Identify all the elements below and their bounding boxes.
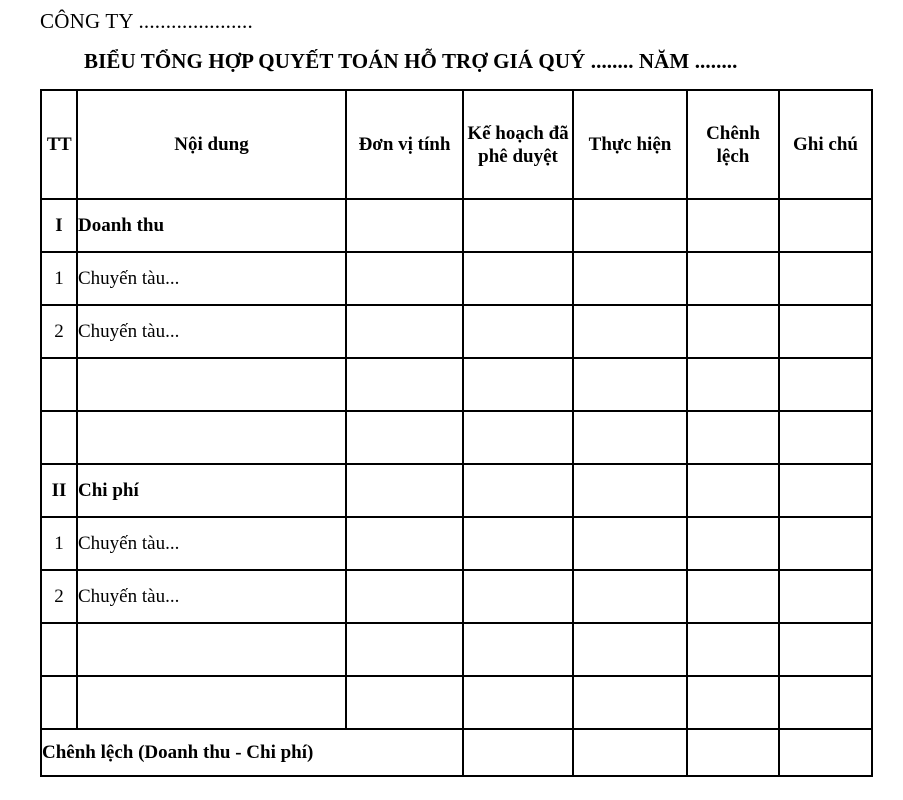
- summary-row: [41, 729, 872, 776]
- table-row: [41, 358, 872, 411]
- cell-ghi-chu[interactable]: [779, 676, 872, 729]
- cell-thuc-hien[interactable]: [573, 517, 687, 570]
- table-row: [41, 623, 872, 676]
- cell-ghi-chu[interactable]: [779, 358, 872, 411]
- cell-don-vi-tinh[interactable]: [346, 517, 463, 570]
- column-header-ke-hoach-da-phe-duyet: Kế hoạch đã phê duyệt: [463, 90, 573, 199]
- cell-chenh-lech[interactable]: [687, 676, 779, 729]
- cell-ghi-chu[interactable]: [779, 623, 872, 676]
- cell-don-vi-tinh[interactable]: [346, 252, 463, 305]
- cell-tt: [41, 411, 77, 464]
- cell-noi-dung: Chuyến tàu...: [77, 305, 346, 358]
- cell-don-vi-tinh[interactable]: [346, 676, 463, 729]
- report-table-container: [40, 89, 871, 777]
- summary-cell-ke-hoach-da-phe-duyet[interactable]: [463, 729, 573, 776]
- cell-ke-hoach-da-phe-duyet[interactable]: [463, 305, 573, 358]
- summary-label: Chênh lệch (Doanh thu - Chi phí): [41, 729, 463, 776]
- cell-don-vi-tinh[interactable]: [346, 358, 463, 411]
- company-name-line: CÔNG TY .....................: [40, 9, 253, 33]
- table-row: [41, 305, 872, 358]
- cell-noi-dung: Chi phí: [77, 464, 346, 517]
- cell-tt: 1: [41, 517, 77, 570]
- cell-don-vi-tinh[interactable]: [346, 305, 463, 358]
- cell-noi-dung: [77, 623, 346, 676]
- column-header-chenh-lech: Chênh lệch: [687, 90, 779, 199]
- cell-tt: [41, 358, 77, 411]
- cell-noi-dung: [77, 676, 346, 729]
- table-body: [41, 199, 872, 776]
- cell-thuc-hien[interactable]: [573, 358, 687, 411]
- cell-tt: [41, 623, 77, 676]
- cell-chenh-lech[interactable]: [687, 199, 779, 252]
- table-row: [41, 411, 872, 464]
- cell-thuc-hien[interactable]: [573, 464, 687, 517]
- cell-tt: 2: [41, 570, 77, 623]
- cell-thuc-hien[interactable]: [573, 252, 687, 305]
- table-header-row: [41, 90, 872, 199]
- table-row: [41, 199, 872, 252]
- table-header: [41, 90, 872, 199]
- table-row: [41, 570, 872, 623]
- cell-ke-hoach-da-phe-duyet[interactable]: [463, 358, 573, 411]
- column-header-noi-dung: Nội dung: [77, 90, 346, 199]
- cell-don-vi-tinh[interactable]: [346, 199, 463, 252]
- cell-noi-dung: Chuyến tàu...: [77, 570, 346, 623]
- cell-ke-hoach-da-phe-duyet[interactable]: [463, 517, 573, 570]
- cell-chenh-lech[interactable]: [687, 464, 779, 517]
- cell-ke-hoach-da-phe-duyet[interactable]: [463, 464, 573, 517]
- cell-ghi-chu[interactable]: [779, 517, 872, 570]
- cell-chenh-lech[interactable]: [687, 305, 779, 358]
- cell-ke-hoach-da-phe-duyet[interactable]: [463, 411, 573, 464]
- cell-noi-dung: Chuyến tàu...: [77, 517, 346, 570]
- cell-thuc-hien[interactable]: [573, 411, 687, 464]
- cell-ghi-chu[interactable]: [779, 570, 872, 623]
- cell-ghi-chu[interactable]: [779, 199, 872, 252]
- cell-noi-dung: Chuyến tàu...: [77, 252, 346, 305]
- cell-thuc-hien[interactable]: [573, 305, 687, 358]
- cell-thuc-hien[interactable]: [573, 623, 687, 676]
- cell-thuc-hien[interactable]: [573, 199, 687, 252]
- cell-chenh-lech[interactable]: [687, 358, 779, 411]
- cell-ke-hoach-da-phe-duyet[interactable]: [463, 676, 573, 729]
- summary-cell-ghi-chu[interactable]: [779, 729, 872, 776]
- cell-ke-hoach-da-phe-duyet[interactable]: [463, 252, 573, 305]
- cell-don-vi-tinh[interactable]: [346, 623, 463, 676]
- cell-chenh-lech[interactable]: [687, 517, 779, 570]
- cell-tt: 2: [41, 305, 77, 358]
- cell-noi-dung: [77, 358, 346, 411]
- cell-tt: 1: [41, 252, 77, 305]
- table-row: [41, 676, 872, 729]
- table-row: [41, 517, 872, 570]
- cell-chenh-lech[interactable]: [687, 570, 779, 623]
- column-header-don-vi-tinh: Đơn vị tính: [346, 90, 463, 199]
- cell-thuc-hien[interactable]: [573, 570, 687, 623]
- cell-ghi-chu[interactable]: [779, 305, 872, 358]
- cell-chenh-lech[interactable]: [687, 411, 779, 464]
- cell-ghi-chu[interactable]: [779, 464, 872, 517]
- column-header-tt: TT: [41, 90, 77, 199]
- table-row: [41, 252, 872, 305]
- cell-don-vi-tinh[interactable]: [346, 570, 463, 623]
- cell-tt: [41, 676, 77, 729]
- document-title: BIỂU TỔNG HỢP QUYẾT TOÁN HỖ TRỢ GIÁ QUÝ ........ NĂM ........: [84, 49, 738, 73]
- cell-chenh-lech[interactable]: [687, 252, 779, 305]
- cell-ghi-chu[interactable]: [779, 411, 872, 464]
- cell-ke-hoach-da-phe-duyet[interactable]: [463, 570, 573, 623]
- cell-don-vi-tinh[interactable]: [346, 464, 463, 517]
- summary-cell-chenh-lech[interactable]: [687, 729, 779, 776]
- cell-tt: I: [41, 199, 77, 252]
- summary-cell-thuc-hien[interactable]: [573, 729, 687, 776]
- cell-ke-hoach-da-phe-duyet[interactable]: [463, 623, 573, 676]
- cell-ghi-chu[interactable]: [779, 252, 872, 305]
- cell-ke-hoach-da-phe-duyet[interactable]: [463, 199, 573, 252]
- cell-noi-dung: [77, 411, 346, 464]
- cell-tt: II: [41, 464, 77, 517]
- column-header-ghi-chu: Ghi chú: [779, 90, 872, 199]
- settlement-summary-table: [40, 89, 873, 777]
- cell-chenh-lech[interactable]: [687, 623, 779, 676]
- table-row: [41, 464, 872, 517]
- cell-thuc-hien[interactable]: [573, 676, 687, 729]
- column-header-thuc-hien: Thực hiện: [573, 90, 687, 199]
- cell-don-vi-tinh[interactable]: [346, 411, 463, 464]
- cell-noi-dung: Doanh thu: [77, 199, 346, 252]
